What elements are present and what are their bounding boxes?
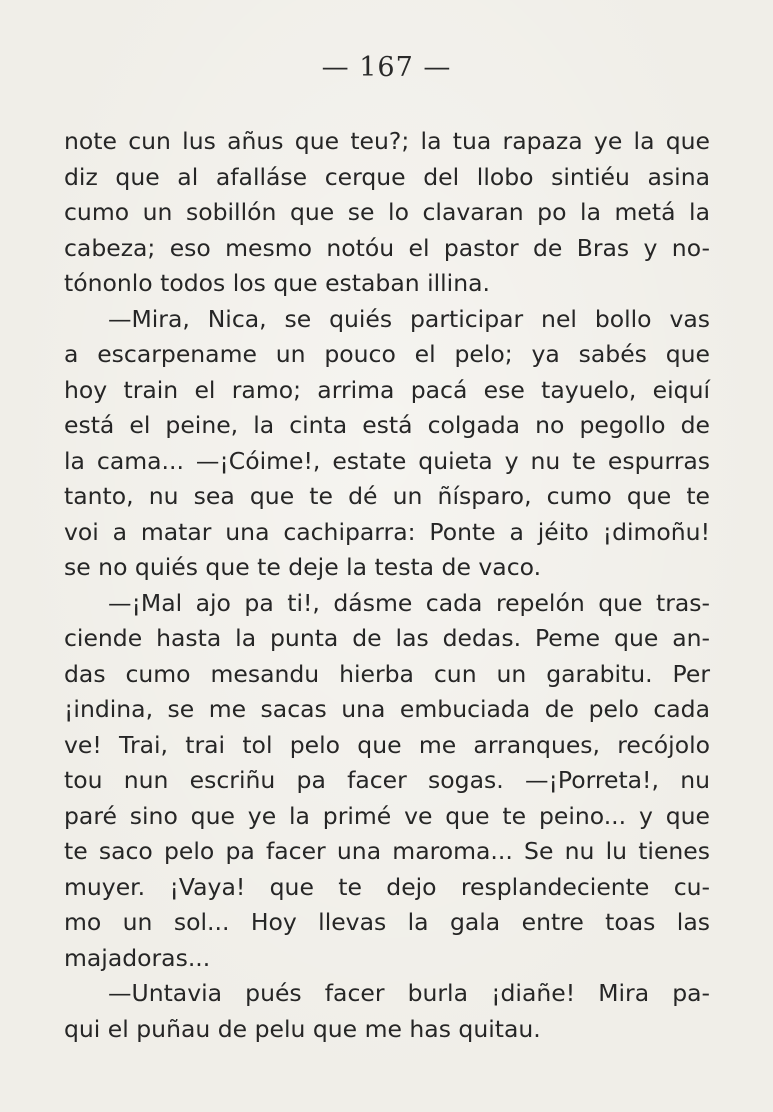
text-line: ciende hasta la punta de las dedas. Peme que an- — [64, 624, 710, 652]
text-line: paré sino que ye la primé ve que te peino... y que — [64, 801, 710, 830]
text-line: tou nun escriñu pa facer sogas. —¡Porreta!, nu — [64, 766, 710, 794]
text-line: hoy train el ramo; arrima pacá ese tayuelo, eiquí — [64, 375, 710, 404]
text-line: tanto, nu sea que te dé un ñísparo, cumo que te — [64, 482, 710, 510]
text-line: la cama... —¡Cóime!, estate quieta y nu te espurras — [64, 446, 710, 475]
text-line: tónonlo todos los que estaban illina. — [64, 269, 490, 297]
text-line: majadoras... — [64, 943, 211, 972]
page-number: — 167 — — [321, 52, 452, 83]
text-line: —Mira, Nica, se quiés participar nel bollo vas — [108, 304, 710, 333]
text-line: das cumo mesandu hierba cun un garabitu. Per — [64, 659, 710, 688]
text-line: se no quiés que te deje la testa de vaco. — [64, 553, 542, 581]
text-line: ¡indina, se me sacas una embuciada de pelo cada — [64, 695, 710, 723]
text-line: mo un sol... Hoy llevas la gala entre toas las — [64, 908, 710, 936]
text-line: note cun lus añus que teu?; la tua rapaza ye la que — [64, 127, 710, 155]
text-line: qui el puñau de pelu que me has quitau. — [64, 1014, 541, 1043]
text-line: a escarpename un pouco el pelo; ya sabés que — [64, 340, 710, 368]
text-line: te saco pelo pa facer una maroma... Se nu lu tienes — [64, 837, 710, 865]
text-line: cumo un sobillón que se lo clavaran po la metá la — [64, 198, 710, 226]
text-line: está el peine, la cinta está colgada no pegollo de — [64, 411, 710, 439]
body-text — [64, 124, 710, 1047]
text-line: ve! Trai, trai tol pelo que me arranques, recójolo — [64, 730, 710, 759]
text-line: diz que al afalláse cerque del llobo sintiéu asina — [64, 162, 710, 191]
text-line: —Untavia pués facer burla ¡diañe! Mira pa- — [108, 979, 710, 1007]
text-line: —¡Mal ajo pa ti!, dásme cada repelón que tras- — [108, 588, 710, 617]
text-line: muyer. ¡Vaya! que te dejo resplandeciente cu- — [64, 872, 710, 901]
text-line: voi a matar una cachiparra: Ponte a jéito ¡dimoñu! — [64, 517, 710, 546]
text-line: cabeza; eso mesmo notóu el pastor de Bras y no- — [64, 233, 710, 262]
